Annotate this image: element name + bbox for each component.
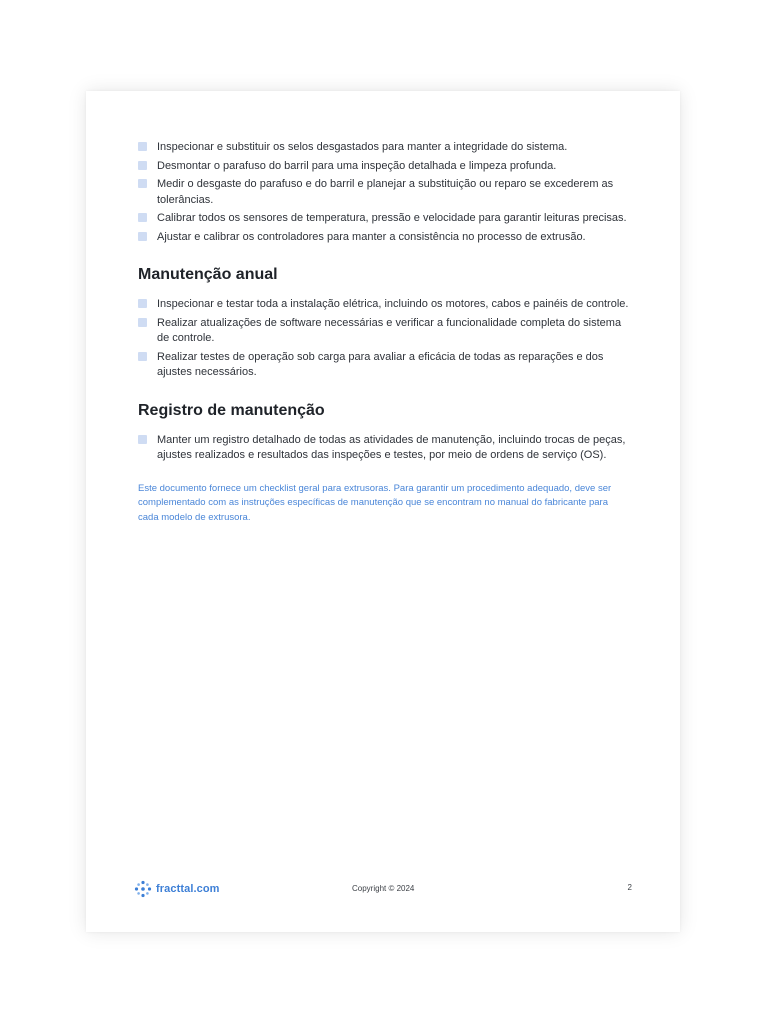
- logo-text: fracttal.com: [156, 883, 220, 895]
- list-item-text: Desmontar o parafuso do barril para uma inspeção detalhada e limpeza profunda.: [157, 159, 557, 172]
- page-number: 2: [627, 883, 632, 892]
- annual-checklist: [138, 297, 630, 381]
- page-content: [138, 140, 630, 535]
- list-item-text: Inspecionar e testar toda a instalação elétrica, incluindo os motores, cabos e painéis de controle.: [157, 298, 629, 310]
- list-item-text: Ajustar e calibrar os controladores para manter a consistência no processo de extrusão.: [157, 230, 586, 243]
- section-title-annual: Manutenção anual: [138, 266, 278, 283]
- list-item: [138, 297, 630, 313]
- maintenance-checklist: [138, 140, 630, 245]
- checkbox-icon: [138, 179, 147, 188]
- list-item: [138, 433, 630, 464]
- list-item: [138, 140, 630, 156]
- log-checklist: [138, 433, 630, 464]
- checkbox-icon: [138, 318, 147, 327]
- fracttal-logo-icon: [134, 880, 152, 898]
- copyright-text: Copyright © 2024: [352, 884, 415, 893]
- checkbox-icon: [138, 299, 147, 308]
- disclaimer-note: Este documento fornece um checklist geral para extrusoras. Para garantir um procedimento adequado, deve ser complementado com as instruções específicas de manutenção que se encontram no manual do fabricante para cada modelo de extrusora.: [138, 482, 612, 523]
- checkbox-icon: [138, 435, 147, 444]
- section-title-log: Registro de manutenção: [138, 401, 325, 419]
- list-item-text: Manter um registro detalhado de todas as atividades de manutenção, incluindo trocas de peças, ajustes realizados e resultados das inspeções e testes, por meio de ordens de serviço (OS).: [157, 433, 626, 461]
- list-item-text: Inspecionar e substituir os selos desgastados para manter a integridade do sistema.: [157, 141, 568, 153]
- checkbox-icon: [138, 352, 147, 361]
- checkbox-icon: [138, 161, 147, 170]
- list-item-text: Medir o desgaste do parafuso e do barril e planejar a substituição ou reparo se excederem as tolerâncias.: [157, 178, 614, 206]
- document-page: [86, 91, 680, 932]
- list-item: [138, 159, 630, 175]
- fracttal-logo[interactable]: [134, 880, 220, 898]
- page-footer: [134, 880, 632, 900]
- list-item: [138, 230, 630, 246]
- list-item-text: Calibrar todos os sensores de temperatura, pressão e velocidade para garantir leituras precisas.: [157, 212, 627, 224]
- list-item: [138, 350, 630, 381]
- checkbox-icon: [138, 213, 147, 222]
- list-item: [138, 177, 630, 208]
- checkbox-icon: [138, 142, 147, 151]
- list-item: [138, 211, 630, 227]
- list-item: [138, 316, 630, 347]
- list-item-text: Realizar testes de operação sob carga para avaliar a eficácia de todas as reparações e dos ajustes necessários.: [157, 350, 604, 378]
- checkbox-icon: [138, 232, 147, 241]
- list-item-text: Realizar atualizações de software necessárias e verificar a funcionalidade completa do sistema de controle.: [157, 316, 622, 344]
